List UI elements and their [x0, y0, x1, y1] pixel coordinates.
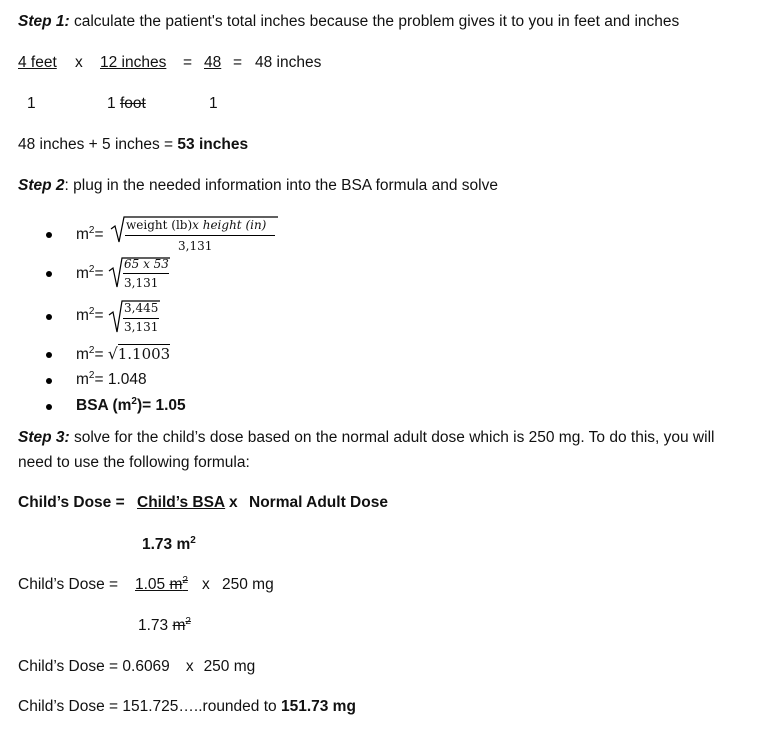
fraction-bar	[123, 273, 169, 274]
conv-eq1: =	[183, 54, 193, 71]
sqrt-value: 1.1003	[117, 345, 171, 363]
dose-formula-rhs: Normal Adult Dose	[249, 494, 388, 511]
step3-line1	[18, 428, 714, 448]
formula2-numerator: 65 x 53	[124, 257, 169, 271]
conv-result: 48 inches	[255, 54, 322, 71]
dose-calc-numerator: 1.05 $m^2$	[135, 575, 188, 593]
dose-formula-numerator: Child’s BSA	[137, 494, 226, 511]
fraction-bar	[125, 235, 275, 236]
dose-calc-lhs: Child’s Dose =	[18, 576, 119, 593]
dose-step-line: Child’s Dose = 0.6069 x 250 mg	[18, 658, 256, 675]
step3-text1: solve for the child’s dose based on the normal adult dose which is 250 mg. To do this, you will	[69, 429, 715, 446]
step3-label: Step 3:	[18, 429, 70, 446]
dose-final-result: 151.73 mg	[280, 698, 356, 715]
step1-line	[18, 12, 679, 32]
bsa-line: BSA $(m^2)= 1.05$	[76, 396, 186, 414]
formula2-lhs: $m^2=$	[76, 264, 104, 282]
formula1-denominator: 3,131	[178, 239, 213, 253]
bullet	[46, 352, 52, 358]
conv-den3: 1	[209, 95, 218, 112]
formula2-denominator: 3,131	[124, 276, 159, 290]
bullet	[46, 271, 52, 277]
total-inches-line	[18, 135, 248, 155]
formula1-numerator: weight (lb)x height (in)	[126, 218, 267, 232]
dose-formula-lhs: Child’s Dose =	[18, 494, 125, 511]
step1-label: Step 1:	[18, 13, 70, 30]
dose-calc-rhs: 250 mg	[222, 576, 274, 593]
step3-line2: need to use the following formula:	[18, 454, 250, 471]
step2-line	[18, 176, 498, 196]
conv-den2	[107, 94, 146, 114]
total-inches-text: 48 inches + 5 inches =	[18, 136, 178, 153]
step2-label: Step 2	[18, 177, 65, 194]
conv-num2: 12 inches	[100, 54, 167, 71]
sqrt-icon: √	[107, 345, 118, 363]
total-inches-result: 53 inches	[177, 136, 249, 153]
bullet	[46, 232, 52, 238]
conv-times: x	[75, 54, 83, 71]
conv-num3: 48	[204, 54, 222, 71]
formula3-lhs: $m^2=$	[76, 306, 104, 324]
conv-num1: 4 feet	[18, 54, 57, 71]
bullet	[46, 314, 52, 320]
conv-den1: 1	[27, 95, 36, 112]
bullet	[46, 378, 52, 384]
dose-calc-denominator: 1.73 $m^2$	[138, 616, 191, 634]
conv-eq2: =	[233, 54, 243, 71]
result-line: $m^2= 1.048$	[76, 370, 147, 388]
dose-calc-times: x	[202, 576, 210, 593]
bullet	[46, 404, 52, 410]
step2-text: : plug in the needed information into the BSA formula and solve	[64, 177, 498, 194]
sqrt-line: $m^2= √1.1003$	[76, 345, 171, 363]
conv-den2-num: 1	[107, 95, 120, 112]
formula3-denominator: 3,131	[124, 320, 159, 334]
dose-final-line: Child’s Dose = 151.725…..rounded to 151.73 mg	[18, 698, 356, 715]
step1-text: calculate the patient's total inches because the problem gives it to you in feet and inches	[69, 13, 680, 30]
formula3-numerator: 3,445	[124, 301, 159, 315]
formula1-lhs: $m^2=$	[76, 225, 104, 243]
conv-den2-unit: foot	[119, 95, 146, 112]
dose-formula-denominator: 1.73 $m^2$	[142, 535, 196, 553]
dose-formula-times: x	[229, 494, 238, 511]
